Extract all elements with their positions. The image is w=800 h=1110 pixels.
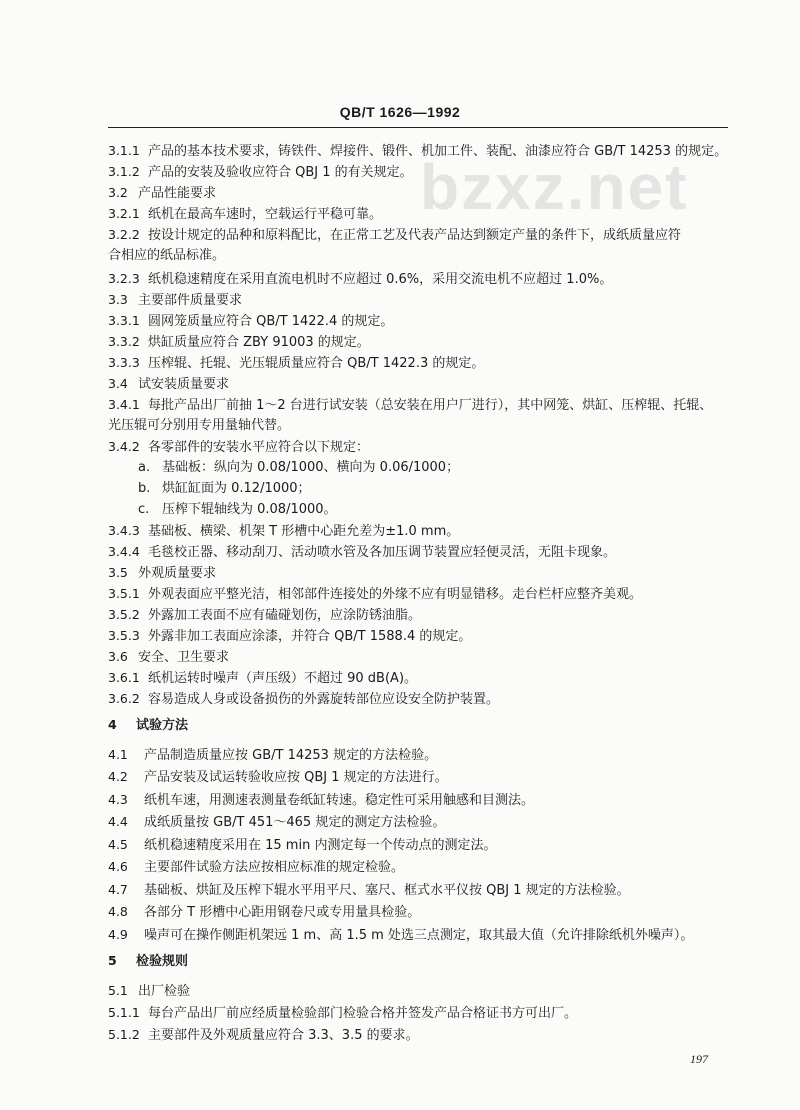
sub-item-b: b. 烘缸缸面为 0.12/1000； bbox=[138, 481, 311, 496]
clause-3-6-2: 3.6.2 容易造成人身或设备损伤的外露旋转部位应设安全防护装置。 bbox=[108, 691, 500, 707]
clause-4-1: 4.1 产品制造质量应按 GB/T 14253 规定的方法检验。 bbox=[108, 747, 438, 763]
clause-3-2-1: 3.2.1 纸机在最高车速时，空载运行平稳可靠。 bbox=[108, 206, 383, 222]
clause-3-4-2: 3.4.2 各零部件的安装水平应符合以下规定： bbox=[108, 439, 370, 455]
clause-4-6: 4.6 主要部件试验方法应按相应标准的规定检验。 bbox=[108, 859, 405, 875]
clause-3-5-3: 3.5.3 外露非加工表面应涂漆，并符合 QB/T 1588.4 的规定。 bbox=[108, 628, 472, 644]
clause-3-4-3: 3.4.3 基础板、横梁、机架 T 形槽中心距允差为±1.0 mm。 bbox=[108, 523, 460, 539]
clause-3-4: 3.4 试安装质量要求 bbox=[108, 376, 230, 392]
sub-item-a: a. 基础板：纵向为 0.08/1000、横向为 0.06/1000； bbox=[138, 460, 460, 475]
clause-3-3: 3.3 主要部件质量要求 bbox=[108, 292, 243, 308]
clause-3-3-3: 3.3.3 压榨辊、托辊、光压辊质量应符合 QB/T 1422.3 的规定。 bbox=[108, 355, 485, 371]
page-header: QB/T 1626—1992 bbox=[339, 104, 461, 120]
clause-4-8: 4.8 各部分 T 形槽中心距用钢卷尺或专用量具检验。 bbox=[108, 904, 421, 920]
clause-3-1-2: 3.1.2 产品的安装及验收应符合 QBJ 1 的有关规定。 bbox=[108, 164, 413, 180]
clause-5-1-1: 5.1.1 每台产品出厂前应经质量检验部门检验合格并签发产品合格证书方可出厂。 bbox=[108, 1005, 578, 1021]
clause-3-1-1: 3.1.1 产品的基本技术要求，铸铁件、焊接件、锻件、机加工件、装配、油漆应符合 GB/T 14253 的规定。 bbox=[108, 143, 728, 159]
header-rule bbox=[108, 127, 728, 128]
clause-4-9: 4.9 噪声可在操作侧距机架远 1 m、高 1.5 m 处选三点测定，取其最大值（允许排除纸机外噪声）。 bbox=[108, 927, 694, 943]
clause-3-2-2: 3.2.2 按设计规定的品种和原料配比，在正常工艺及代表产品达到额定产量的条件下，成纸质量应符 bbox=[108, 227, 682, 243]
clause-3-2: 3.2 产品性能要求 bbox=[108, 185, 217, 201]
clause-3-4-1-cont: 光压辊可分别用专用量轴代替。 bbox=[108, 418, 291, 433]
section-4-heading: 4 试验方法 bbox=[108, 717, 189, 733]
clause-4-3: 4.3 纸机车速，用测速表测量卷纸缸转速。稳定性可采用触感和目测法。 bbox=[108, 792, 535, 808]
clause-3-5-1: 3.5.1 外观表面应平整光洁，相邻部件连接处的外缘不应有明显错移。走台栏杆应整齐美观。 bbox=[108, 586, 643, 602]
clause-3-5: 3.5 外观质量要求 bbox=[108, 565, 217, 581]
clause-4-4: 4.4 成纸质量按 GB/T 451～465 规定的测定方法检验。 bbox=[108, 814, 446, 830]
section-5-heading: 5 检验规则 bbox=[108, 953, 189, 969]
clause-3-2-3: 3.2.3 纸机稳速精度在采用直流电机时不应超过 0.6%，采用交流电机不应超过 1.0%。 bbox=[108, 271, 613, 287]
clause-3-4-4: 3.4.4 毛毯校正器、移动刮刀、活动喷水管及各加压调节装置应轻便灵活，无阻卡现象。 bbox=[108, 544, 617, 560]
clause-4-5: 4.5 纸机稳速精度采用在 15 min 内测定每一个传动点的测定法。 bbox=[108, 837, 497, 853]
watermark: bzxz.net bbox=[420, 151, 689, 223]
clause-3-6: 3.6 安全、卫生要求 bbox=[108, 649, 230, 665]
clause-3-5-2: 3.5.2 外露加工表面不应有磕碰划伤，应涂防锈油脂。 bbox=[108, 607, 422, 623]
clause-5-1: 5.1 出厂检验 bbox=[108, 983, 191, 999]
clause-3-3-2: 3.3.2 烘缸质量应符合 ZBY 91003 的规定。 bbox=[108, 334, 370, 350]
clause-3-6-1: 3.6.1 纸机运转时噪声（声压级）不超过 90 dB(A)。 bbox=[108, 670, 418, 686]
clause-3-2-2-cont: 合相应的纸品标准。 bbox=[108, 248, 226, 263]
clause-5-1-2: 5.1.2 主要部件及外观质量应符合 3.3、3.5 的要求。 bbox=[108, 1027, 419, 1043]
clause-4-2: 4.2 产品安装及试运转验收应按 QBJ 1 规定的方法进行。 bbox=[108, 769, 448, 785]
sub-item-c: c. 压榨下辊轴线为 0.08/1000。 bbox=[138, 502, 337, 517]
clause-3-4-1: 3.4.1 每批产品出厂前抽 1～2 台进行试安装（总安装在用户厂进行），其中网笼、烘缸、压榨辊、托辊、 bbox=[108, 397, 713, 413]
page-number: 197 bbox=[690, 1052, 708, 1066]
clause-4-7: 4.7 基础板、烘缸及压榨下辊水平用平尺、塞尺、框式水平仪按 QBJ 1 规定的方法检验。 bbox=[108, 882, 630, 898]
clause-3-3-1: 3.3.1 圆网笼质量应符合 QB/T 1422.4 的规定。 bbox=[108, 313, 394, 329]
